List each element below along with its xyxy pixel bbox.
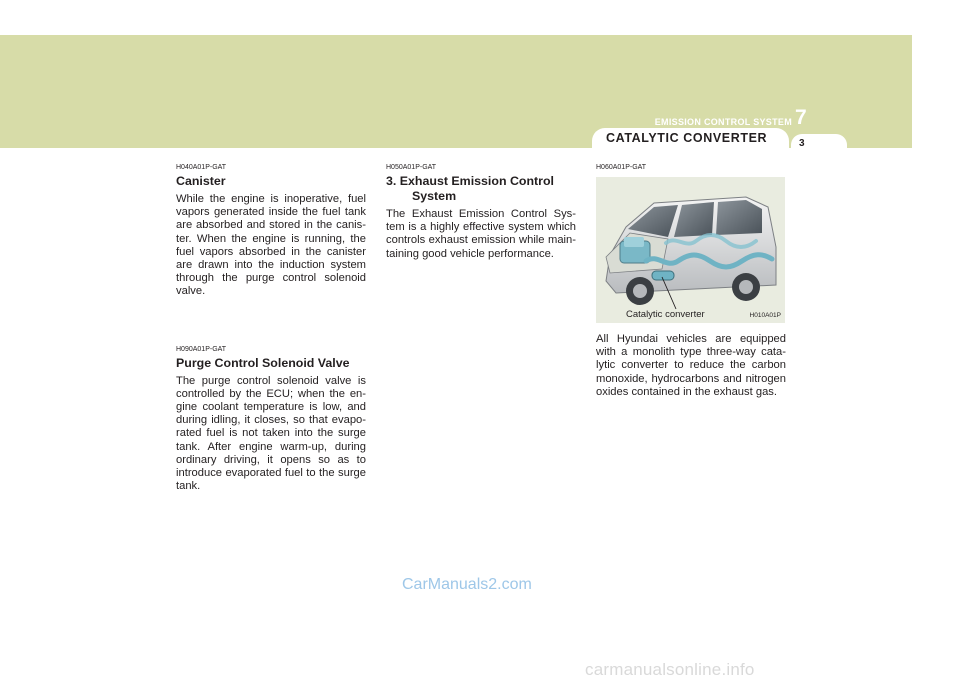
watermark-carmanuals2: CarManuals2.com — [402, 576, 532, 593]
chapter-number: 7 — [795, 106, 807, 129]
minivan-illustration-icon — [596, 177, 785, 323]
section-heading: Purge Control Solenoid Valve — [176, 355, 350, 370]
section-code: H050A01P-GAT — [386, 164, 437, 171]
figure-code: H010A01P — [749, 312, 781, 319]
middle-column — [386, 164, 576, 261]
section-body: While the engine is inoperative, fuel vapors generated inside the fuel tank are absorbed and stored in the canis-ter. When the engine is running, the fuel vapors absorbed in the canister are drawn into the induction system through the purge control solenoid valve. — [176, 193, 366, 298]
section-code: H090A01P-GAT — [176, 345, 227, 353]
section-title: CATALYTIC CONVERTER — [606, 131, 768, 145]
figure-caption: Catalytic converter — [626, 309, 705, 320]
section-code: H040A01P-GAT — [176, 164, 227, 171]
heading-line-1: 3. Exhaust Emission Control — [386, 174, 554, 188]
chapter-title: EMISSION CONTROL SYSTEM — [654, 117, 792, 127]
section-body: The purge control solenoid valve is controlled by the ECU; when the en-gine coolant temperature is low, and during idling, it closes, so that evapo-rated fuel is not taken into the surge tank. After engine warm-up, during ordinary driving, it opens so as to introduce evaporated fuel to the surge tank. — [176, 374, 366, 493]
catalytic-converter-figure — [596, 177, 785, 323]
section-heading — [386, 174, 576, 204]
page-margin — [912, 0, 960, 678]
page-number: 3 — [799, 138, 805, 149]
purge-valve-section — [176, 346, 366, 494]
section-body: The Exhaust Emission Control Sys-tem is a highly effective system which controls exhaust emission while main-taining good vehicle performance. — [386, 208, 576, 260]
left-column — [176, 164, 366, 493]
section-heading: Canister — [176, 174, 226, 188]
right-column — [596, 164, 786, 399]
section-body: All Hyundai vehicles are equipped with a monolith type three-way cata-lytic converter to reduce the carbon monoxide, hydrocarbons and nitrogen oxides contained in the exhaust gas. — [596, 333, 786, 398]
canister-section — [176, 164, 366, 299]
heading-line-2: System — [412, 189, 457, 203]
section-code: H060A01P-GAT — [596, 164, 647, 171]
watermark-carmanualsonline: carmanualsonline.info — [585, 660, 755, 679]
